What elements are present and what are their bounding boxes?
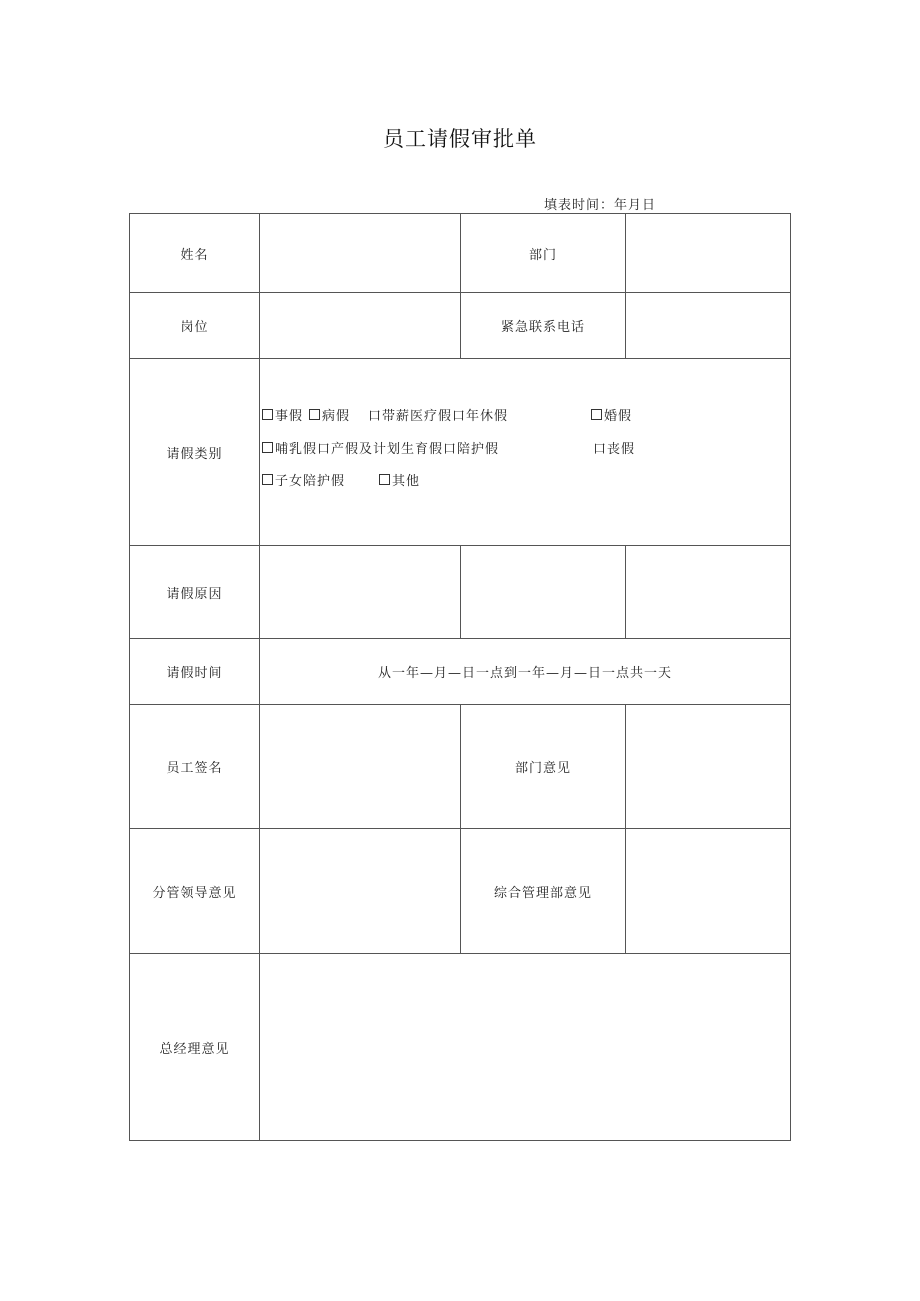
supervisor-opinion-label: 分管领导意见 [130,829,260,954]
leave-reason-label: 请假原因 [130,546,260,639]
option-other-leave[interactable]: 其他 [379,470,420,489]
position-field[interactable] [260,293,461,359]
checkbox-icon[interactable] [262,442,273,453]
department-opinion-label: 部门意见 [461,705,626,829]
option-child-care-leave[interactable]: 子女陪护假 [262,470,345,489]
department-label: 部门 [461,214,626,293]
row-leave-time [130,639,791,705]
general-management-opinion-label: 综合管理部意见 [461,829,626,954]
leave-type-options [260,359,791,546]
department-field[interactable] [626,214,791,293]
option-nursing-maternity-escort-leave[interactable]: 哺乳假口产假及计划生育假口陪护假 [262,438,499,457]
checkbox-icon[interactable] [262,474,273,485]
form-title: 员工请假审批单 [383,127,537,151]
leave-time-label: 请假时间 [130,639,260,705]
row-leave-type [130,359,791,546]
leave-form-table [129,213,791,1141]
leave-time-field[interactable]: 从一年—月—日一点到一年—月—日一点共一天 [260,639,791,705]
department-opinion-field[interactable] [626,705,791,829]
row-leave-reason [130,546,791,639]
checkbox-icon[interactable] [309,409,320,420]
option-paid-medical-annual-leave[interactable]: 口带薪医疗假口年休假 [368,409,509,424]
general-management-opinion-field[interactable] [626,829,791,954]
name-field[interactable] [260,214,461,293]
option-marriage-leave[interactable]: 婚假 [591,405,632,424]
leave-type-label: 请假类别 [130,359,260,546]
name-label: 姓名 [130,214,260,293]
option-sick-leave[interactable]: 病假 [309,405,350,424]
row-general-manager-opinion [130,954,791,1141]
checkbox-icon[interactable] [262,409,273,420]
row-name-department [130,214,791,293]
general-manager-opinion-field[interactable] [260,954,791,1141]
general-manager-opinion-label: 总经理意见 [130,954,260,1141]
option-bereavement-leave[interactable]: 口丧假 [593,442,636,457]
position-label: 岗位 [130,293,260,359]
checkbox-icon[interactable] [379,474,390,485]
employee-signature-field[interactable] [260,705,461,829]
checkbox-icon[interactable] [591,409,602,420]
row-signature-department-opinion [130,705,791,829]
option-personal-leave[interactable]: 事假 [262,405,303,424]
emergency-phone-field[interactable] [626,293,791,359]
row-supervisor-management-opinion [130,829,791,954]
leave-reason-field-3[interactable] [626,546,791,639]
fill-date-label: 填表时间：年月日 [544,198,657,213]
leave-reason-field[interactable] [260,546,461,639]
leave-reason-field-2[interactable] [461,546,626,639]
supervisor-opinion-field[interactable] [260,829,461,954]
row-position-phone [130,293,791,359]
emergency-phone-label: 紧急联系电话 [461,293,626,359]
employee-signature-label: 员工签名 [130,705,260,829]
